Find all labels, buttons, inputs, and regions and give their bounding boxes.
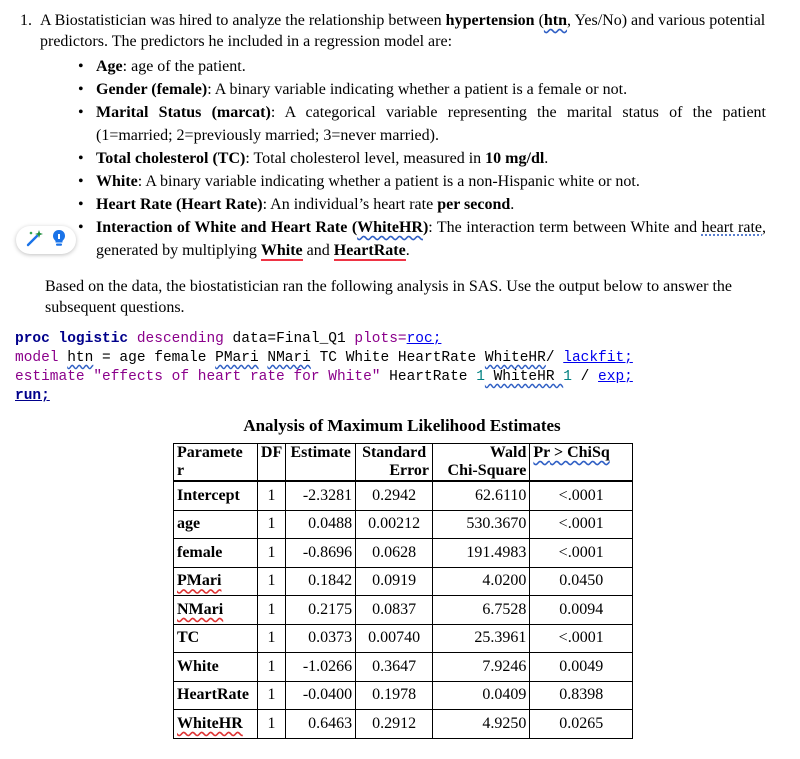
mle-table (173, 443, 633, 739)
header-df: DF (257, 444, 285, 482)
header-estimate: Estimate (286, 444, 356, 482)
table-row (174, 510, 633, 539)
param-cell: NMari (174, 596, 258, 625)
df-cell: 1 (257, 481, 285, 510)
sas-code-block: proc logistic descending data=Final_Q1 plots=roc; model htn = age female PMari NMari TC White HeartRate WhiteHR/ lackfit; estimate "effects of heart rate for White" HeartRate 1 WhiteHR 1 / exp; run; (15, 331, 633, 404)
header-wald: Wald (433, 444, 530, 463)
table-row (174, 481, 633, 510)
pvalue-cell: <.0001 (530, 510, 633, 539)
stderr-cell: 0.2942 (356, 481, 433, 510)
param-cell: White (174, 653, 258, 682)
wald-cell: 191.4983 (433, 539, 530, 568)
param-cell: HeartRate (174, 681, 258, 710)
param-cell: age (174, 510, 258, 539)
param-cell: Intercept (174, 481, 258, 510)
estimate-cell: -1.0266 (286, 653, 356, 682)
header-standard: Standard (356, 444, 433, 463)
instruction-paragraph: Based on the data, the biostatistician ran the following analysis in SAS. Use the output below to answer the subsequent questions. (45, 278, 732, 316)
estimate-cell: 0.2175 (286, 596, 356, 625)
pvalue-cell: <.0001 (530, 624, 633, 653)
table-row (174, 681, 633, 710)
param-cell: female (174, 539, 258, 568)
df-cell: 1 (257, 653, 285, 682)
estimate-cell: 0.6463 (286, 710, 356, 739)
df-cell: 1 (257, 596, 285, 625)
pvalue-cell: 0.0049 (530, 653, 633, 682)
table-header-row (174, 444, 633, 463)
estimate-cell: -0.8696 (286, 539, 356, 568)
list-item: • Interaction of White and Heart Rate (WhiteHR): The interaction term between White and heart rate, generated by multiplying White and HeartRate. (96, 216, 780, 262)
pvalue-cell: 0.0094 (530, 596, 633, 625)
list-item: • White: A binary variable indicating whether a patient is a non-Hispanic white or not. (96, 170, 780, 193)
stderr-cell: 0.1978 (356, 681, 433, 710)
list-item: • Age: age of the patient. (96, 55, 780, 78)
table-header-row-2 (174, 462, 633, 481)
df-cell: 1 (257, 710, 285, 739)
estimate-cell: 0.0488 (286, 510, 356, 539)
df-cell: 1 (257, 510, 285, 539)
pvalue-cell: 0.0265 (530, 710, 633, 739)
table-row (174, 710, 633, 739)
wald-cell: 0.0409 (433, 681, 530, 710)
df-cell: 1 (257, 681, 285, 710)
stderr-cell: 0.00740 (356, 624, 433, 653)
df-cell: 1 (257, 567, 285, 596)
lightbulb-icon (51, 229, 67, 252)
question-block (20, 10, 780, 262)
header-parameter: Paramete (174, 444, 258, 463)
wald-cell: 530.3670 (433, 510, 530, 539)
wald-cell: 25.3961 (433, 624, 530, 653)
table-title: Analysis of Maximum Likelihood Estimates (243, 416, 561, 435)
header-pvalue: Pr > ChiSq (530, 444, 633, 463)
param-cell: PMari (174, 567, 258, 596)
wald-cell: 6.7528 (433, 596, 530, 625)
question-stem: A Biostatistician was hired to analyze the relationship between hypertension (htn, Yes/No) and various potential predictors. The predictors he included in a regression model are: (40, 12, 766, 50)
df-cell: 1 (257, 624, 285, 653)
pvalue-cell: <.0001 (530, 539, 633, 568)
param-cell: TC (174, 624, 258, 653)
wald-cell: 4.9250 (433, 710, 530, 739)
table-body (174, 481, 633, 738)
stderr-cell: 0.00212 (356, 510, 433, 539)
stderr-cell: 0.0837 (356, 596, 433, 625)
assistant-button[interactable] (16, 226, 76, 254)
pvalue-cell: 0.0450 (530, 567, 633, 596)
estimate-cell: 0.1842 (286, 567, 356, 596)
stderr-cell: 0.2912 (356, 710, 433, 739)
param-cell: WhiteHR (174, 710, 258, 739)
table-row (174, 567, 633, 596)
predictor-list (20, 55, 780, 262)
list-item: • Gender (female): A binary variable indicating whether a patient is a female or not. (96, 78, 780, 101)
estimate-cell: 0.0373 (286, 624, 356, 653)
estimate-cell: -2.3281 (286, 481, 356, 510)
header-error: Error (356, 462, 433, 481)
header-parameter-cont: r (174, 462, 258, 481)
pvalue-cell: <.0001 (530, 481, 633, 510)
magic-wand-icon (25, 229, 45, 252)
estimate-cell: -0.0400 (286, 681, 356, 710)
wald-cell: 62.6110 (433, 481, 530, 510)
pvalue-cell: 0.8398 (530, 681, 633, 710)
header-chisquare: Chi-Square (433, 462, 530, 481)
table-row (174, 539, 633, 568)
stderr-cell: 0.3647 (356, 653, 433, 682)
table-row (174, 596, 633, 625)
question-number: 1. (20, 12, 32, 29)
table-row (174, 653, 633, 682)
stderr-cell: 0.0919 (356, 567, 433, 596)
wald-cell: 4.0200 (433, 567, 530, 596)
df-cell: 1 (257, 539, 285, 568)
table-row (174, 624, 633, 653)
list-item: • Heart Rate (Heart Rate): An individual’s heart rate per second. (96, 193, 780, 216)
wald-cell: 7.9246 (433, 653, 530, 682)
stderr-cell: 0.0628 (356, 539, 433, 568)
list-item: • Total cholesterol (TC): Total cholesterol level, measured in 10 mg/dl. (96, 147, 780, 170)
list-item: • Marital Status (marcat): A categorical variable representing the marital status of the patient (1=married; 2=previously married; 3=never married). (96, 101, 780, 147)
